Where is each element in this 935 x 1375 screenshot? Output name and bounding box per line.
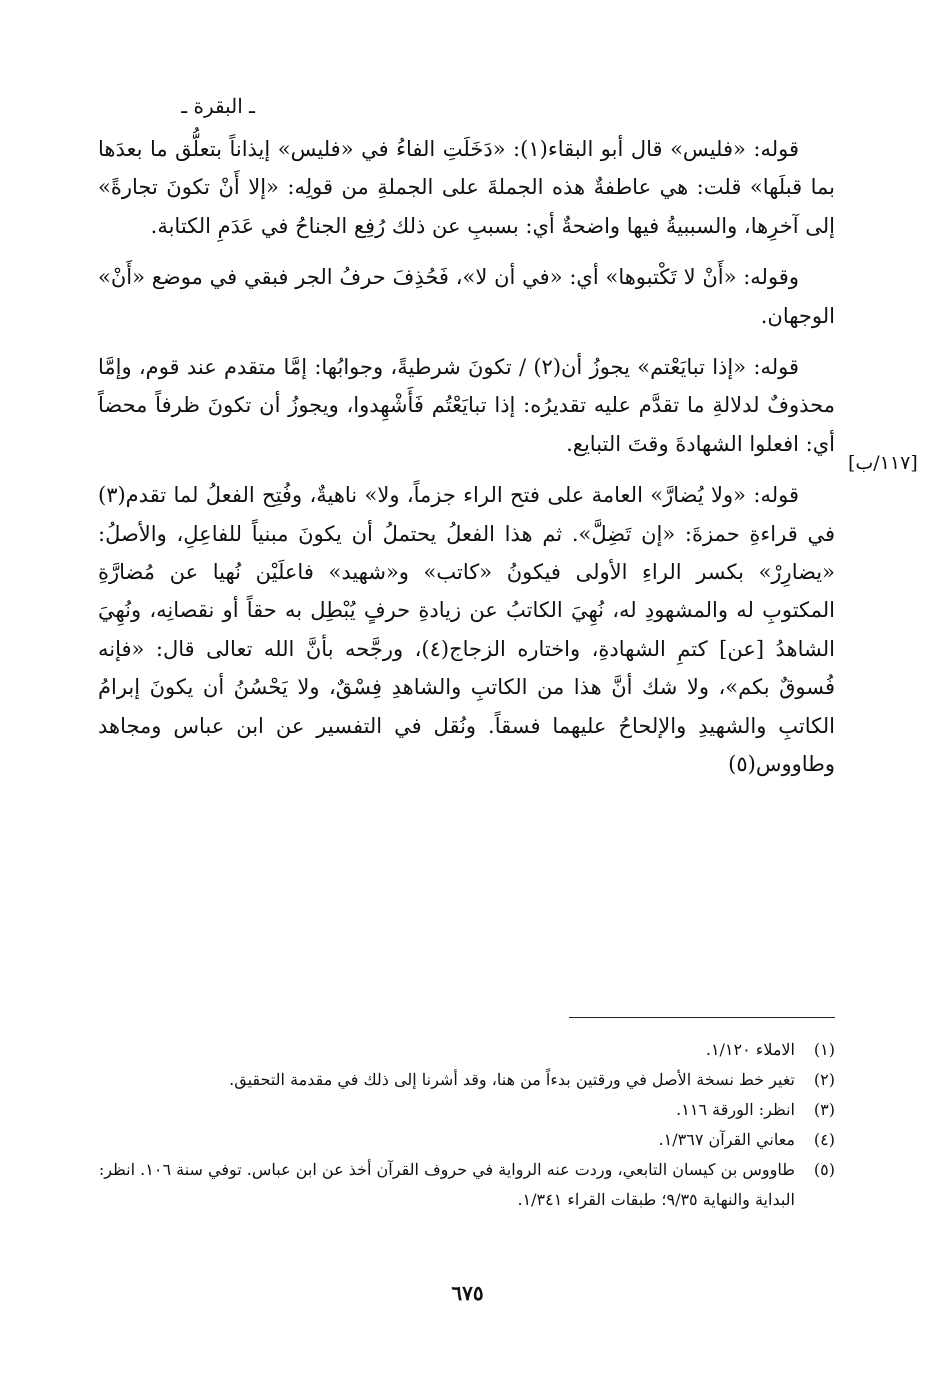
footnote-separator — [569, 1017, 835, 1018]
footnote-number: (٢) — [813, 1070, 835, 1089]
footnote-text: تغير خط نسخة الأصل في ورقتين بدءاً من هنا، وقد أشرنا إلى ذلك في مقدمة التحقيق. — [229, 1070, 795, 1089]
footnote-text: طاووس بن كيسان التابعي، وردت عنه الرواية في حروف القرآن أخذ عن ابن عباس. توفي سنة ١٠٦. انظر: البداية والنهاية ٩/٣٥؛ طبقات القراء ١/٣٤١. — [98, 1160, 795, 1209]
running-header: ـ البقرة ـ — [181, 94, 255, 118]
paragraph: قوله: «ولا يُضارَّ» العامة على فتح الراء جزماً، ولا» ناهيةٌ، وفُتِح الفعلُ لما تقدم(٣) في قراءةِ حمزةَ: «إن تَضِلَّ». ثم هذا الفعلُ يحتملُ أن يكونَ مبنياً للفاعِلِ، والأصلُ: «يضارِرْ» بكسر الراءِ الأولى فيكونُ «كاتب» و«شهيد» فاعلَيْن نُهيا عن مُضارَّةِ المكتوبِ له والمشهودِ له، نُهِيَ الكاتبُ عن زيادةِ حرفٍ يُبْطِل به حقاً أو نقصانِه، ونُهِيَ الشاهدُ [عن] كتمِ الشهادةِ، واختاره الزجاج(٤)، ورجَّحه بأنَّ الله تعالى قال: «فإنه فُسوقٌ بكم»، ولا شك أنَّ هذا من الكاتبِ والشاهدِ فِسْقٌ، ولا يَحْسُنُ أن يكونَ إبرامُ الكاتبِ والشهيدِ والإلحاحُ عليهما فسقاً. ونُقل في التفسير عن ابن عباس ومجاهد وطاووس(٥) — [98, 483, 835, 777]
footnote-number: (٤) — [813, 1130, 835, 1149]
footnote — [98, 1095, 835, 1125]
manuscript-folio-marker: [١١٧/ب] — [848, 452, 918, 474]
footnote-number: (١) — [813, 1040, 835, 1059]
footnote-text: انظر: الورقة ١١٦. — [676, 1100, 795, 1119]
main-text — [98, 130, 835, 797]
footnote-number: (٥) — [813, 1160, 835, 1179]
footnote — [98, 1035, 835, 1065]
footnote — [98, 1155, 835, 1215]
footnote-text: معاني القرآن ١/٣٦٧. — [658, 1130, 795, 1149]
paragraph: وقوله: «أَنْ لا تَكْتبوها» أي: «في أن لا»، فَحُذِفَ حرفُ الجر فبقي في موضع «أَنْ» الوجهان. — [98, 265, 835, 328]
footnote-number: (٣) — [813, 1100, 835, 1119]
page-number: ٦٧٥ — [451, 1281, 484, 1305]
footnotes — [98, 1035, 835, 1215]
footnote-text: الاملاء ١/١٢٠. — [705, 1040, 795, 1059]
paragraph: قوله: «إذا تبايَعْتم» يجوزُ أن(٢) / تكونَ شرطيةً، وجوابُها: إمَّا متقدم عند قوم، وإمَّا محذوفٌ لدلالةِ ما تقدَّم عليه تقديرُه: إذا تبايَعْتُم فَأَشْهِدوا، ويجوزُ أن تكونَ ظرفاً محضاً أي: افعلوا الشهادةَ وقتَ التبايع. — [98, 355, 835, 456]
footnote — [98, 1065, 835, 1095]
paragraph: قوله: «فليس» قال أبو البقاء(١): «دَخَلَتِ الفاءُ في «فليس» إيذاناً بتعلُّق ما بعدَها بما قبلَها» قلت: هي عاطفةٌ هذه الجملةَ على الجملةِ من قولِه: «إلا أَنْ تكونَ تجارةً» إلى آخرِها، والسببيةُ فيها واضحةٌ أي: بسببِ عن ذلك رُفِع الجناحُ في عَدَمِ الكتابة. — [98, 137, 835, 238]
footnote — [98, 1125, 835, 1155]
